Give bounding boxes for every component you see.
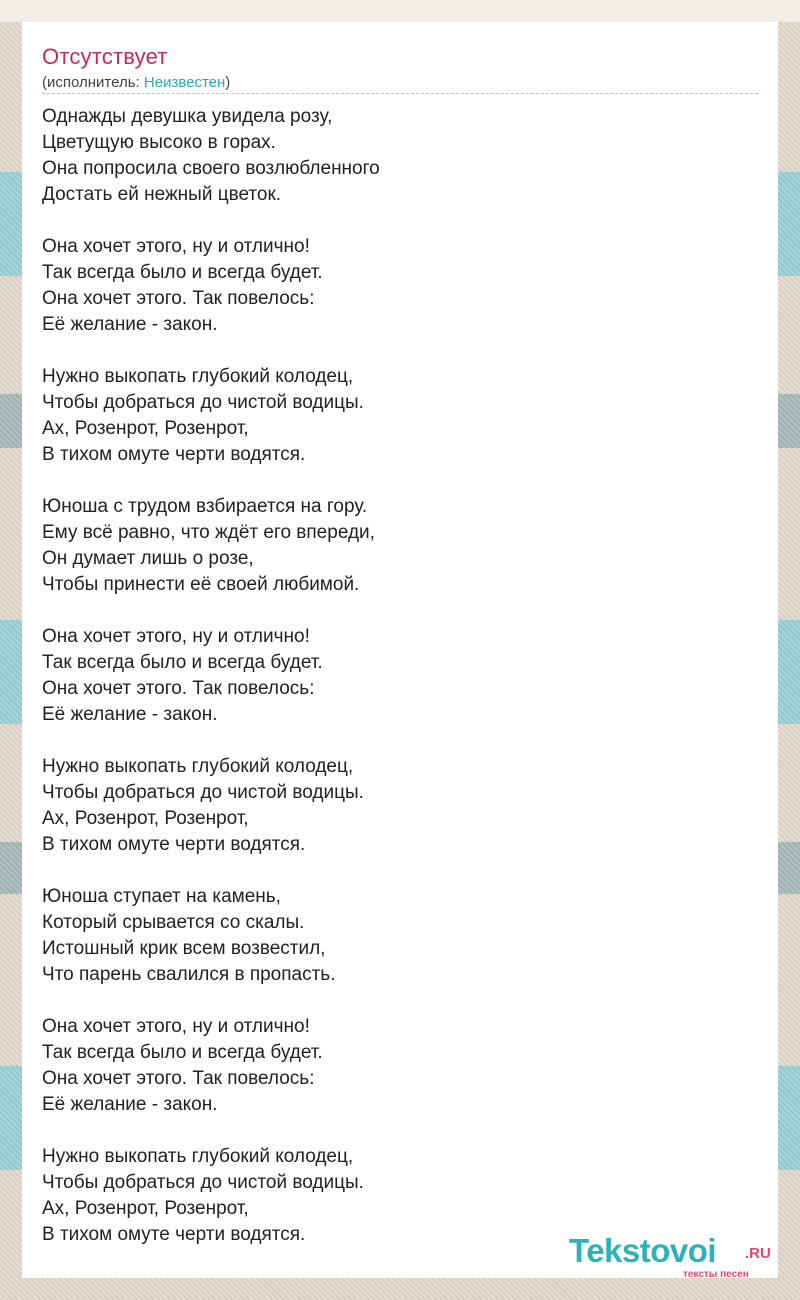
- lyrics-line: Чтобы принести её своей любимой.: [42, 574, 360, 595]
- lyrics-line: Она хочет этого, ну и отлично!: [42, 1016, 310, 1037]
- performer-label: исполнитель:: [47, 74, 140, 91]
- lyrics-line: Юноша с трудом взбирается на гору.: [42, 496, 368, 517]
- lyrics-line: Её желание - закон.: [42, 704, 218, 725]
- lyrics-line: Чтобы добраться до чистой водицы.: [42, 392, 364, 413]
- lyrics-line: Однажды девушка увидела розу,: [42, 106, 333, 127]
- lyrics-stanza: [42, 754, 758, 858]
- lyrics-line: Цветущую высоко в горах.: [42, 132, 276, 153]
- lyrics-line: Истошный крик всем возвестил,: [42, 938, 326, 959]
- lyrics-line: Она хочет этого, ну и отлично!: [42, 626, 310, 647]
- site-logo[interactable]: [569, 1232, 779, 1292]
- lyrics-line: Ему всё равно, что ждёт его впереди,: [42, 522, 375, 543]
- lyrics-line: Она хочет этого, ну и отлично!: [42, 236, 310, 257]
- lyrics-line: Что парень свалился в пропасть.: [42, 964, 336, 985]
- lyrics-line: Она хочет этого. Так повелось:: [42, 678, 315, 699]
- lyrics-line: Чтобы добраться до чистой водицы.: [42, 782, 364, 803]
- lyrics-line: Нужно выкопать глубокий колодец,: [42, 366, 354, 387]
- lyrics-line: Её желание - закон.: [42, 1094, 218, 1115]
- lyrics-line: Так всегда было и всегда будет.: [42, 262, 323, 283]
- logo-tagline: тексты песен: [683, 1269, 749, 1280]
- lyrics-line: В тихом омуте черти водятся.: [42, 444, 306, 465]
- lyrics-card: [22, 22, 778, 1278]
- lyrics-line: Она хочет этого. Так повелось:: [42, 288, 315, 309]
- dashed-divider: [42, 93, 758, 94]
- lyrics-line: Достать ей нежный цветок.: [42, 184, 282, 205]
- lyrics-line: Нужно выкопать глубокий колодец,: [42, 756, 354, 777]
- song-title: Отсутствует: [42, 44, 168, 69]
- logo-name: Tekstovoi: [569, 1232, 717, 1269]
- lyrics-stanza: [42, 364, 758, 468]
- lyrics-line: Так всегда было и всегда будет.: [42, 652, 323, 673]
- lyrics-line: Она попросила своего возлюбленного: [42, 158, 380, 179]
- lyrics-stanza: [42, 624, 758, 728]
- lyrics-text: [42, 104, 758, 1274]
- lyrics-line: Он думает лишь о розе,: [42, 548, 254, 569]
- lyrics-line: Ах, Розенрот, Розенрот,: [42, 1198, 249, 1219]
- lyrics-line: Ах, Розенрот, Розенрот,: [42, 808, 249, 829]
- lyrics-stanza: [42, 1014, 758, 1118]
- lyrics-stanza: [42, 104, 758, 208]
- lyrics-line: В тихом омуте черти водятся.: [42, 1224, 306, 1245]
- lyrics-line: Нужно выкопать глубокий колодец,: [42, 1146, 354, 1167]
- lyrics-line: Так всегда было и всегда будет.: [42, 1042, 323, 1063]
- lyrics-stanza: [42, 234, 758, 338]
- lyrics-line: Её желание - закон.: [42, 314, 218, 335]
- lyrics-line: Она хочет этого. Так повелось:: [42, 1068, 315, 1089]
- lyrics-line: Чтобы добраться до чистой водицы.: [42, 1172, 364, 1193]
- lyrics-line: Юноша ступает на камень,: [42, 886, 281, 907]
- lyrics-stanza: [42, 884, 758, 988]
- lyrics-stanza: [42, 494, 758, 598]
- lyrics-line: В тихом омуте черти водятся.: [42, 834, 306, 855]
- performer-link[interactable]: Неизвестен: [143, 74, 226, 91]
- logo-tld: .RU: [745, 1245, 771, 1262]
- lyrics-line: Ах, Розенрот, Розенрот,: [42, 418, 249, 439]
- performer-line: (исполнитель: Неизвестен): [42, 74, 231, 91]
- lyrics-line: Который срывается со скалы.: [42, 912, 305, 933]
